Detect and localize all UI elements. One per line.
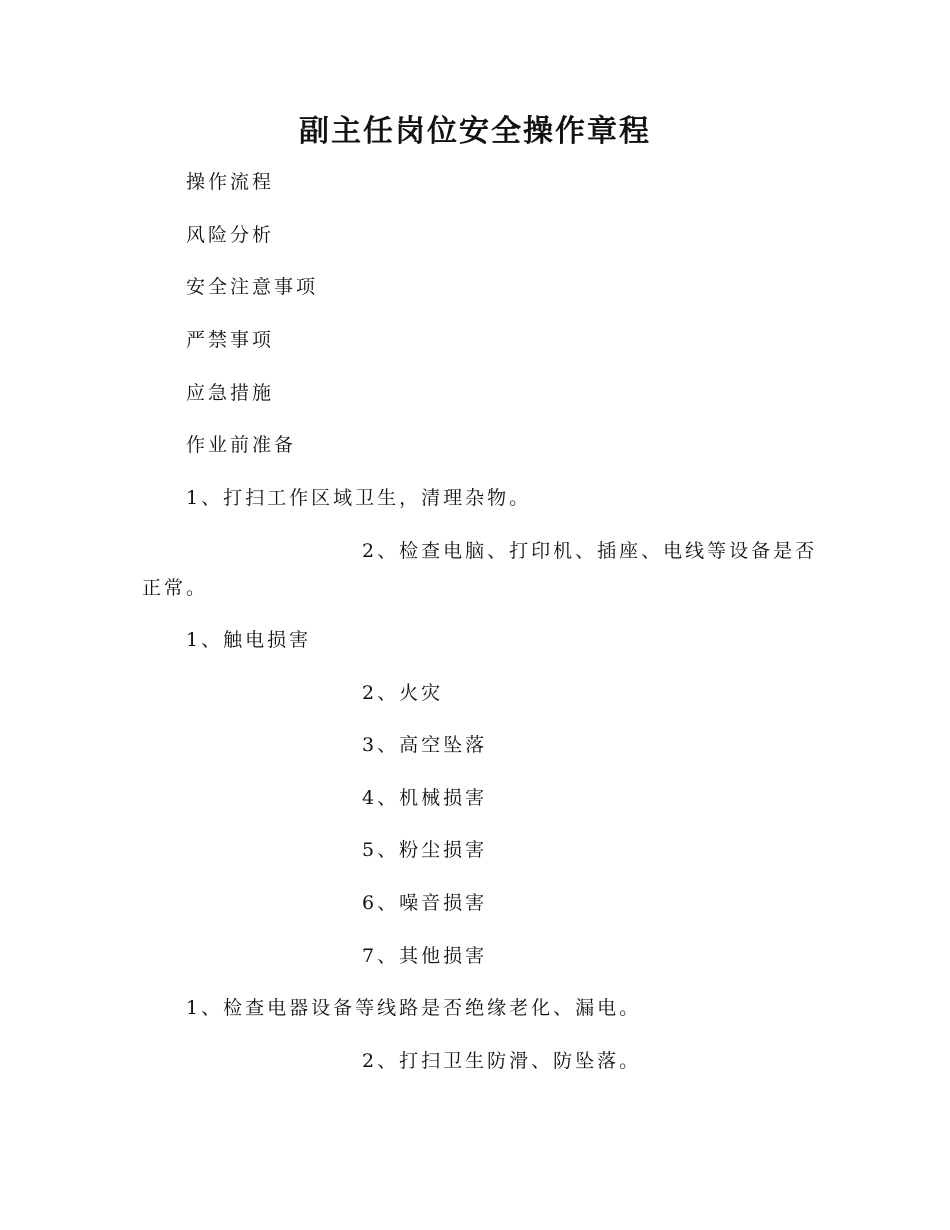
risk-item: 1、触电损害 <box>186 629 312 651</box>
heading-emergency-measures: 应急措施 <box>186 382 275 404</box>
risk-item: 4、机械损害 <box>362 787 488 809</box>
risk-item: 3、高空坠落 <box>362 734 488 756</box>
preparation-item: 2、检查电脑、打印机、插座、电线等设备是否 <box>362 540 818 562</box>
preparation-item-continued: 正常。 <box>142 577 209 599</box>
heading-operation-flow: 操作流程 <box>186 171 275 193</box>
risk-item: 2、火灾 <box>362 682 444 704</box>
heading-prohibited-items: 严禁事项 <box>186 329 275 351</box>
risk-item: 7、其他损害 <box>362 945 488 967</box>
heading-safety-notes: 安全注意事项 <box>186 276 319 298</box>
precaution-item: 1、检查电器设备等线路是否绝缘老化、漏电。 <box>186 997 642 1019</box>
heading-pre-work-preparation: 作业前准备 <box>186 434 297 456</box>
document-title: 副主任岗位安全操作章程 <box>299 114 651 149</box>
risk-item: 5、粉尘损害 <box>362 839 488 861</box>
heading-risk-analysis: 风险分析 <box>186 224 275 246</box>
precaution-item: 2、打扫卫生防滑、防坠落。 <box>362 1050 642 1072</box>
preparation-item: 1、打扫工作区域卫生，清理杂物。 <box>186 487 532 509</box>
risk-item: 6、噪音损害 <box>362 892 488 914</box>
